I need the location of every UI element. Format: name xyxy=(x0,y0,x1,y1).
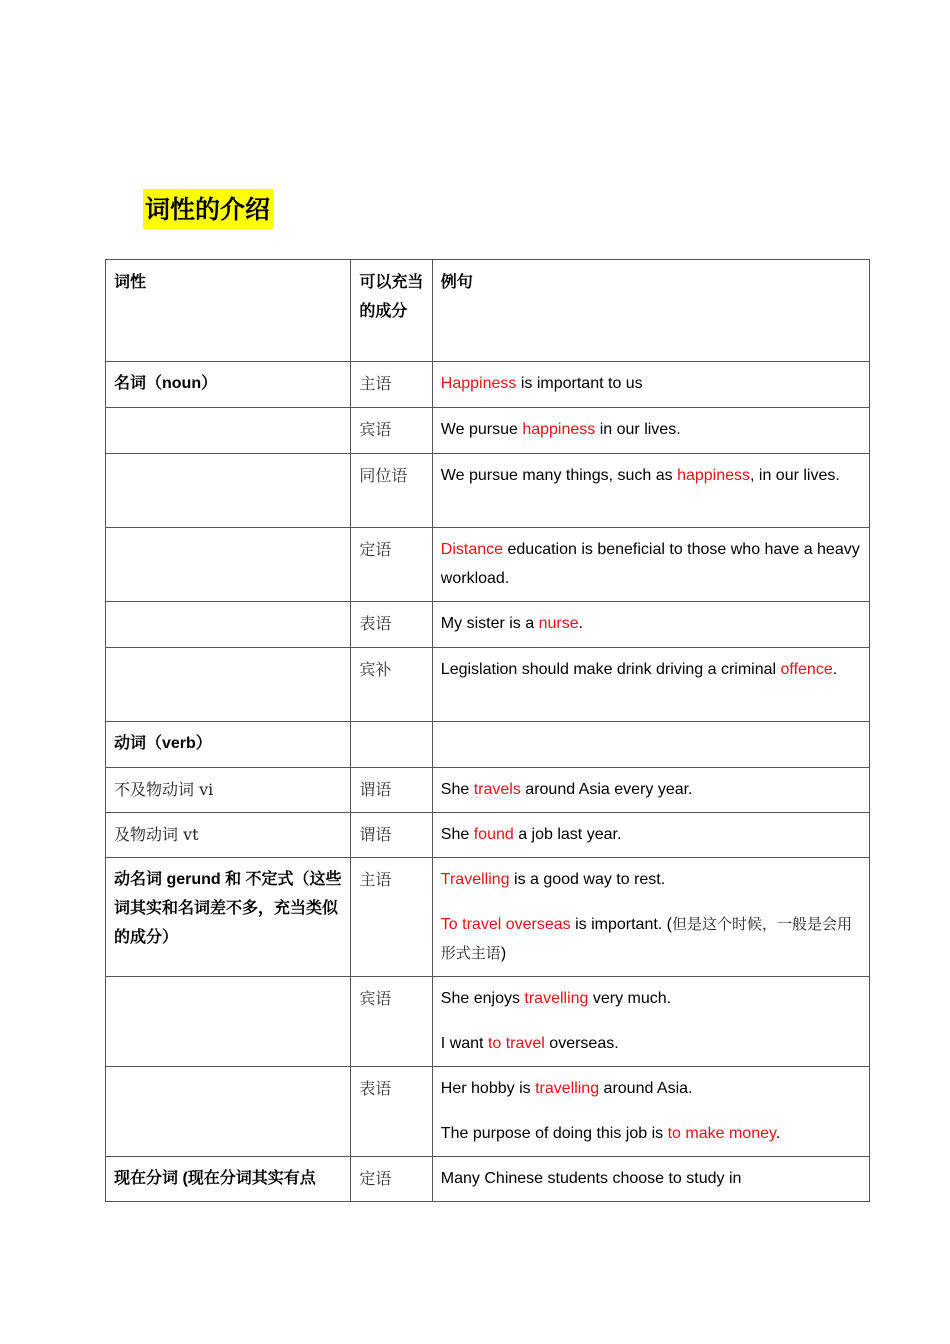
sentence-text: very much. xyxy=(588,990,672,1007)
pos-cell: 及物动词 vt xyxy=(106,813,351,858)
example-sentence xyxy=(441,1029,861,1058)
role-cell: 同位语 xyxy=(351,454,432,528)
sentence-text: education is beneficial to those who have a heavy workload. xyxy=(440,541,860,587)
table-row xyxy=(106,813,870,858)
sentence-text: around Asia. xyxy=(599,1080,693,1097)
pos-cell xyxy=(106,648,351,722)
example-cell xyxy=(432,602,869,648)
sentence-text: We pursue xyxy=(440,421,523,438)
chinese-note: 但是这个时候，一般是会用形式主语 xyxy=(440,915,853,962)
role-cell: 主语 xyxy=(351,362,432,408)
table-header-row xyxy=(106,260,870,362)
example-sentence xyxy=(441,1164,861,1193)
highlight-word: happiness xyxy=(677,467,751,484)
example-sentence xyxy=(441,415,861,444)
sentence-text: The purpose of doing this job is xyxy=(440,1125,668,1142)
table-row xyxy=(106,408,870,454)
highlight-word: nurse xyxy=(538,615,579,632)
table-row xyxy=(106,722,870,768)
sentence-text: a job last year. xyxy=(513,826,622,843)
example-sentence xyxy=(441,775,861,804)
pos-cell: 不及物动词 vi xyxy=(106,768,351,813)
sentence-text: , in our lives. xyxy=(750,467,840,484)
example-cell xyxy=(432,528,869,602)
sentence-text: She xyxy=(440,781,474,798)
pos-cell xyxy=(106,528,351,602)
example-sentence xyxy=(441,1119,861,1148)
highlight-word: happiness xyxy=(522,421,596,438)
highlight-word: to travel xyxy=(487,1035,545,1052)
example-cell xyxy=(432,977,869,1067)
sentence-text: I want xyxy=(440,1035,488,1052)
pos-cell xyxy=(106,977,351,1067)
sentence-text: is important. ( xyxy=(570,916,672,933)
example-cell xyxy=(432,768,869,813)
highlight-word: to make money xyxy=(667,1125,776,1142)
pos-cell xyxy=(106,454,351,528)
table-row xyxy=(106,362,870,408)
role-cell: 谓语 xyxy=(351,813,432,858)
header-example: 例句 xyxy=(432,260,869,362)
sentence-text: Her hobby is xyxy=(440,1080,536,1097)
pos-cell xyxy=(106,602,351,648)
example-sentence xyxy=(441,461,861,490)
table-row xyxy=(106,648,870,722)
pos-cell xyxy=(106,408,351,454)
sentence-text: ) xyxy=(500,945,507,962)
table-row xyxy=(106,858,870,977)
sentence-text: My sister is a xyxy=(440,615,539,632)
sentence-text: around Asia every year. xyxy=(520,781,693,798)
sentence-text: . xyxy=(775,1125,781,1142)
example-cell xyxy=(432,722,869,768)
page-title: 词性的介绍 xyxy=(143,189,273,229)
table-row xyxy=(106,1157,870,1202)
table-row xyxy=(106,768,870,813)
role-cell: 宾补 xyxy=(351,648,432,722)
sentence-text: is a good way to rest. xyxy=(509,871,666,888)
example-cell xyxy=(432,454,869,528)
example-sentence xyxy=(441,535,861,593)
table-row xyxy=(106,977,870,1067)
example-cell xyxy=(432,1157,869,1202)
role-cell: 宾语 xyxy=(351,408,432,454)
table-row xyxy=(106,1067,870,1157)
highlight-word: offence xyxy=(780,661,833,678)
role-cell: 谓语 xyxy=(351,768,432,813)
pos-cell xyxy=(106,1067,351,1157)
example-sentence xyxy=(441,609,861,638)
sentence-text: . xyxy=(578,615,584,632)
role-cell: 定语 xyxy=(351,1157,432,1202)
role-cell: 主语 xyxy=(351,858,432,977)
table-row xyxy=(106,602,870,648)
sentence-text: in our lives. xyxy=(595,421,681,438)
table-row xyxy=(106,528,870,602)
header-role: 可以充当的成分 xyxy=(351,260,432,362)
table-row xyxy=(106,454,870,528)
role-cell: 表语 xyxy=(351,1067,432,1157)
highlight-word: travelling xyxy=(524,990,589,1007)
example-cell xyxy=(432,362,869,408)
role-cell xyxy=(351,722,432,768)
example-sentence xyxy=(441,369,861,398)
pos-cell: 动名词 gerund 和 不定式（这些词其实和名词差不多，充当类似的成分） xyxy=(106,858,351,977)
example-cell xyxy=(432,648,869,722)
sentence-text: Legislation should make drink driving a criminal xyxy=(440,661,781,678)
example-sentence xyxy=(441,820,861,849)
example-sentence xyxy=(441,865,861,894)
example-sentence xyxy=(441,1074,861,1103)
highlight-word: Happiness xyxy=(440,375,517,392)
example-sentence xyxy=(441,655,861,684)
highlight-word: found xyxy=(473,826,514,843)
example-cell xyxy=(432,813,869,858)
example-cell xyxy=(432,408,869,454)
highlight-word: travels xyxy=(473,781,521,798)
sentence-text: . xyxy=(832,661,838,678)
sentence-text: We pursue many things, such as xyxy=(440,467,678,484)
example-sentence xyxy=(441,984,861,1013)
highlight-word: Travelling xyxy=(440,871,510,888)
role-cell: 宾语 xyxy=(351,977,432,1067)
highlight-word: travelling xyxy=(535,1080,600,1097)
role-cell: 定语 xyxy=(351,528,432,602)
example-cell xyxy=(432,858,869,977)
example-cell xyxy=(432,1067,869,1157)
sentence-text: Many Chinese students choose to study in xyxy=(440,1170,742,1187)
role-cell: 表语 xyxy=(351,602,432,648)
sentence-text: is important to us xyxy=(516,375,643,392)
header-pos: 词性 xyxy=(106,260,351,362)
example-sentence xyxy=(441,910,861,968)
highlight-word: To travel overseas xyxy=(440,916,571,933)
pos-cell: 名词（noun） xyxy=(106,362,351,408)
sentence-text: overseas. xyxy=(544,1035,619,1052)
highlight-word: Distance xyxy=(440,541,504,558)
pos-cell: 现在分词 (现在分词其实有点 xyxy=(106,1157,351,1202)
pos-cell: 动词（verb） xyxy=(106,722,351,768)
sentence-text: She enjoys xyxy=(440,990,525,1007)
part-of-speech-table xyxy=(105,259,870,1202)
sentence-text: She xyxy=(440,826,474,843)
